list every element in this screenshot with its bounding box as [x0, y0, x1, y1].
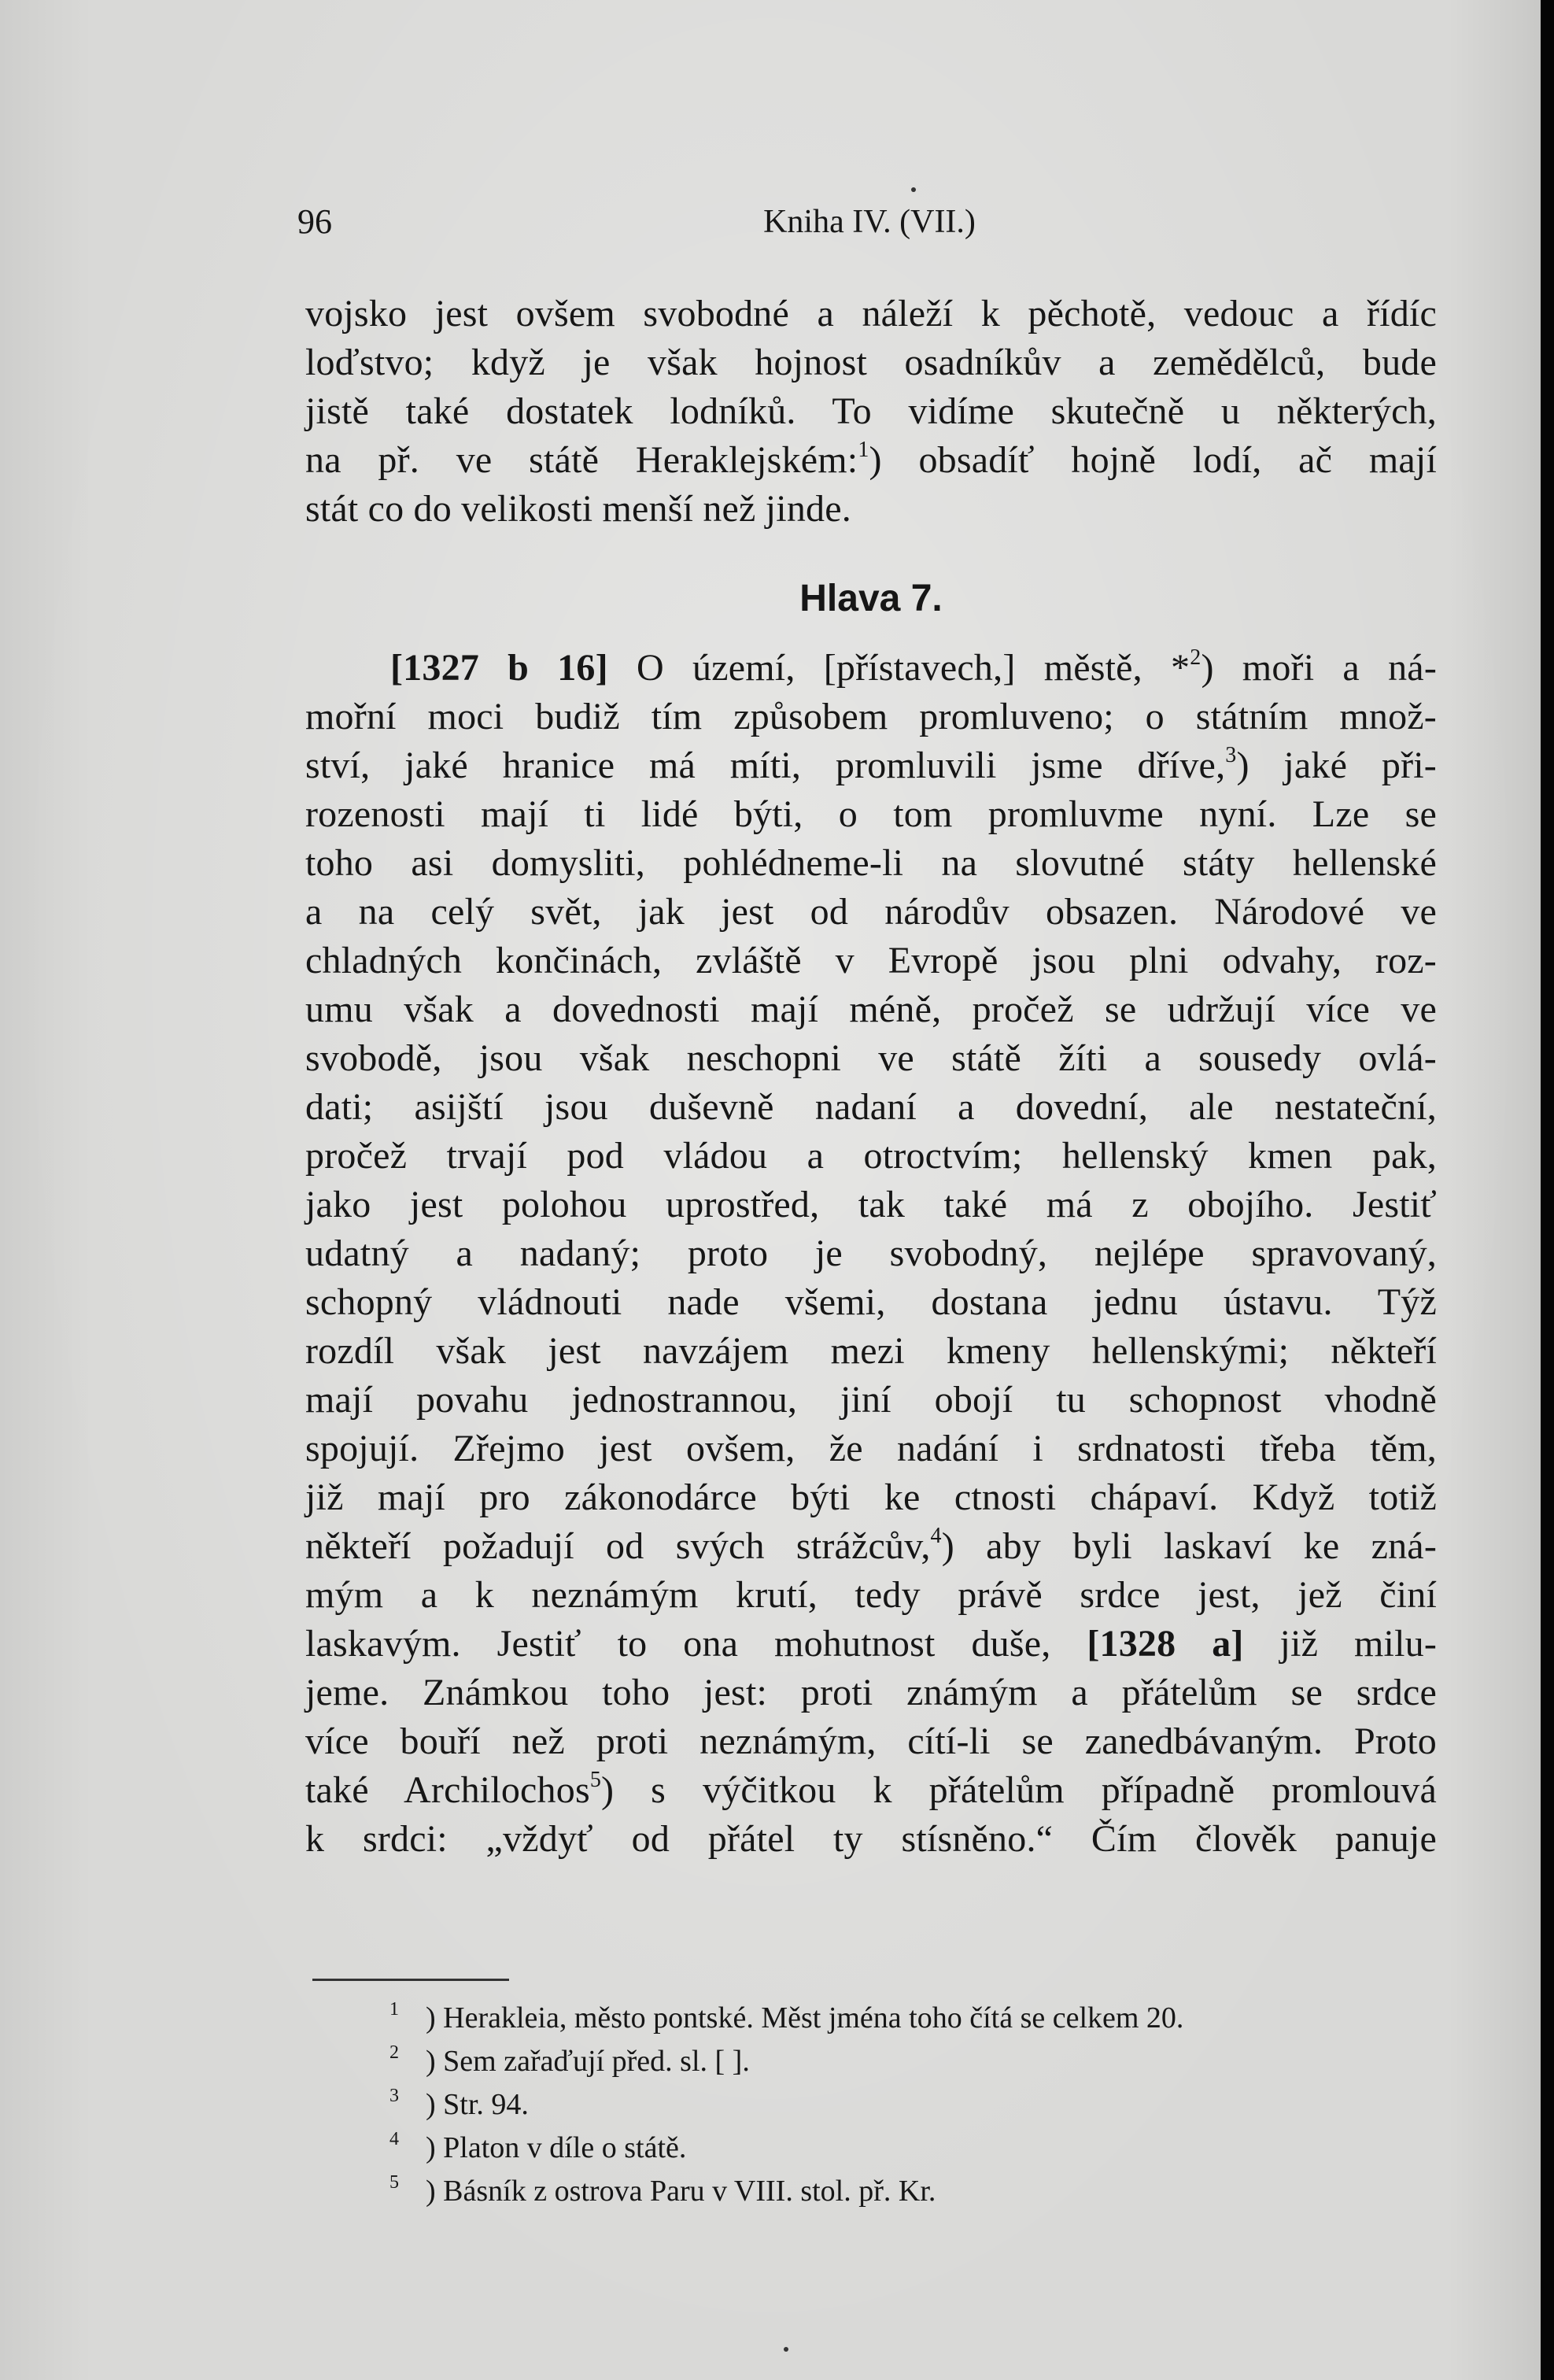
text-line: a na celý svět, jak jest od národův obsazen. Národové ve: [305, 891, 1437, 933]
text-line: umu však a dovednosti mají méně, pročež se udržují více ve: [305, 989, 1437, 1030]
text-fragment: na př. ve státě Heraklejském:: [305, 439, 858, 481]
footnote-ref: 3: [1225, 743, 1237, 767]
footnote-number: 5: [389, 2172, 399, 2193]
text-line: pročež trvají pod vládou a otroctvím; hellenský kmen pak,: [305, 1135, 1437, 1177]
text-line: mým a k neznámým krutí, tedy právě srdce jest, jež činí: [305, 1574, 1437, 1616]
footnote: [389, 2170, 1412, 2213]
text-line: svobodě, jsou však neschopni ve státě žíti a sousedy ovlá-: [305, 1037, 1437, 1079]
scan-edge: [1541, 0, 1554, 2380]
footnote-ref: 2: [1190, 645, 1201, 670]
text-fragment: ství, jaké hranice má míti, promluvili jsme dříve,: [305, 745, 1226, 786]
footnote: [389, 1997, 1412, 2040]
footnote-ref: 4: [930, 1524, 942, 1548]
text-fragment: ) jaké při-: [1236, 745, 1437, 786]
text-line: jistě také dostatek lodníků. To vidíme skutečně u některých,: [305, 390, 1437, 432]
text-line: [305, 1522, 1437, 1571]
text-line: loďstvo; když je však hojnost osadníkův a zemědělců, bude: [305, 342, 1437, 383]
text-fragment: ) s výčitkou k přátelům případně promlouvá: [601, 1769, 1437, 1811]
text-fragment: ) moři a ná-: [1201, 647, 1437, 689]
footnote: [389, 2040, 1412, 2083]
text-line: toho asi domysliti, pohlédneme-li na slovutné státy hellenské: [305, 842, 1437, 884]
text-line: mají povahu jednostrannou, jiní obojí tu schopnost vhodně: [305, 1379, 1437, 1421]
footnote-number: 1: [389, 1999, 399, 2020]
text-line: [305, 644, 1437, 693]
text-line: [305, 1620, 1437, 1669]
text-line: [305, 1766, 1437, 1815]
text-line: více bouří než proti neznámým, cítí-li se zanedbávaným. Proto: [305, 1720, 1437, 1762]
footnotes: [389, 1997, 1412, 2213]
paper-speck: [784, 2347, 788, 2352]
text-fragment: O území, [přístavech,] městě, *: [607, 647, 1190, 689]
footnote-ref: 1: [858, 438, 869, 462]
text-line: schopný vládnouti nade všemi, dostana jednu ústavu. Týž: [305, 1281, 1437, 1323]
bekker-reference: [1328 a]: [1087, 1623, 1244, 1665]
text-line: chladných končinách, zvláště v Evropě jsou plni odvahy, roz-: [305, 940, 1437, 981]
footnote-number: 2: [389, 2042, 399, 2063]
text-line: již mají pro zákonodárce býti ke ctnosti chápaví. Když totiž: [305, 1476, 1437, 1518]
text-line: udatný a nadaný; proto je svobodný, nejlépe spravovaný,: [305, 1232, 1437, 1274]
page-header: [297, 198, 1441, 246]
footnote: [389, 2127, 1412, 2170]
paper-speck: [911, 187, 916, 192]
text-line: k srdci: „vždyť od přátel ty stísněno.“ Čím člověk panuje: [305, 1818, 1437, 1860]
text-line: dati; asijští jsou duševně nadaní a dovední, ale nestateční,: [305, 1086, 1437, 1128]
footnote-text: ) Platon v díle o státě.: [426, 2131, 687, 2164]
footnote-text: ) Herakleia, město pontské. Měst jména toho čítá se celkem 20.: [426, 2001, 1184, 2034]
text-line: [305, 741, 1437, 790]
text-line: vojsko jest ovšem svobodné a náleží k pěchotě, vedouc a řídíc: [305, 293, 1437, 334]
text-line: jako jest polohou uprostřed, tak také má z obojího. Jestiť: [305, 1184, 1437, 1225]
text-line: mořní moci budiž tím způsobem promluveno; o státním množ-: [305, 696, 1437, 737]
text-line: jeme. Známkou toho jest: proti známým a přátelům se srdce: [305, 1672, 1437, 1713]
text-fragment: také Archilochos: [305, 1769, 590, 1811]
footnote: [389, 2083, 1412, 2127]
text-line: stát co do velikosti menší než jinde.: [305, 488, 851, 530]
footnote-ref: 5: [589, 1768, 602, 1792]
footnote-text: ) Sem zařaďují před. sl. [ ].: [426, 2045, 750, 2078]
footnote-number: 4: [389, 2129, 399, 2149]
bekker-reference: [1327 b 16]: [390, 647, 608, 689]
text-fragment: ) obsadíť hojně lodí, ač mají: [869, 439, 1437, 481]
text-fragment: ) aby byli laskaví ke zná-: [941, 1525, 1437, 1567]
text-fragment: laskavým. Jestiť to ona mohutnost duše,: [305, 1623, 1051, 1665]
chapter-heading: Hlava 7.: [799, 578, 943, 619]
text-line: rozdíl však jest navzájem mezi kmeny hellenskými; někteří: [305, 1330, 1437, 1372]
body-text: [305, 290, 1437, 1864]
text-line: [305, 436, 1437, 485]
footnote-text: ) Str. 94.: [426, 2088, 529, 2121]
running-head: Kniha IV. (VII.): [763, 204, 976, 240]
page-number: 96: [297, 202, 332, 241]
footnote-divider: [312, 1979, 509, 1981]
footnote-text: ) Básník z ostrova Paru v VIII. stol. př. Kr.: [426, 2175, 936, 2208]
text-line: rozenosti mají ti lidé býti, o tom promluvme nyní. Lze se: [305, 793, 1437, 835]
footnote-number: 3: [389, 2086, 399, 2106]
text-fragment: již milu-: [1243, 1623, 1437, 1665]
text-line: spojují. Zřejmo jest ovšem, že nadání i srdnatosti třeba těm,: [305, 1428, 1437, 1469]
text-fragment: někteří požadují od svých strážcův,: [305, 1525, 931, 1567]
